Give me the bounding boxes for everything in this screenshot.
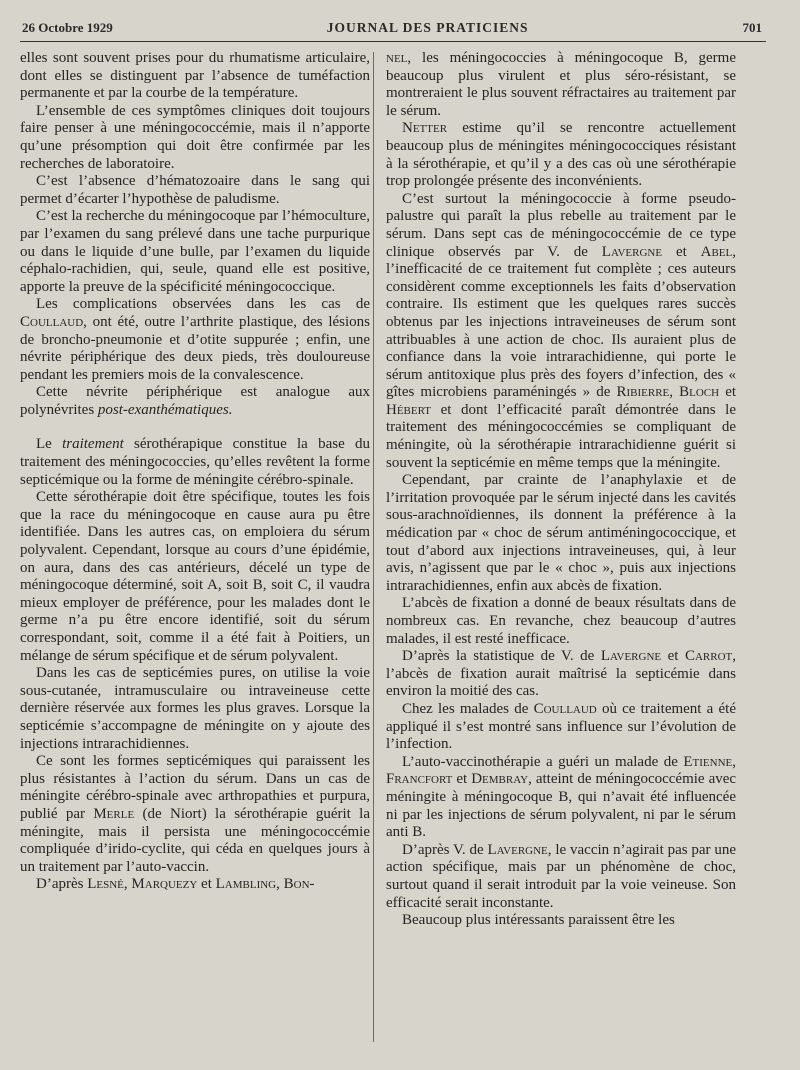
author-name: Etienne,: [683, 753, 736, 770]
paragraph: C’est surtout la méningococcie à forme pseudo-palustre qui paraît la plus rebelle au traitement par le sérum. Dans sept cas de méningococcémie de ce type clinique observés par V. de Lavergne et Abel, l’inefficacité de ce traitement fut complète ; ces auteurs considèrent comme exceptionnels les faits d’observation contraire. Ils estiment que les quelques rares succès obtenus par les injections intraveineuses de sérum sont attribuables à une action de choc. Ils auraient plus de confiance dans la voie intrarachidienne, qui porte le sérum antitoxique plus près des foyers d’infection, des « gîtes microbiens paraméningés » de Ribierre, Bloch et Hébert et dont l’efficacité paraît démontrée dans le traitement des méningococcémies se compliquant de méningite, où la sérothérapie intrarachidienne guérit si souvent la septicémie en même temps que la méningite.: [386, 190, 737, 471]
paragraph: Les complications observées dans les cas de Coullaud, ont été, outre l’arthrite plastique, des lésions de broncho-pneumonie et d’otite suppurée ; enfin, une névrite périphérique des deux pieds, très douloureuse pendant les premiers mois de la convalescence.: [20, 296, 370, 383]
header-date: 26 Octobre 1929: [22, 20, 113, 35]
author-name: nel,: [386, 50, 412, 66]
right-column: [386, 50, 736, 930]
paragraph: Cette névrite périphérique est analogue aux polynévrites post-exanthématiques.: [20, 384, 370, 418]
header-page-number: 701: [742, 20, 762, 35]
paragraph: C’est la recherche du méningocoque par l’hémoculture, par l’examen du sang prélevé dans une tache purpurique ou dans le liquide d’une bulle, par l’examen du liquide céphalo-rachidien, qui, seule, quand elle est positive, apporte la preuve de la spécificité méningococcique.: [20, 208, 370, 295]
author-name: Ribierre,: [616, 384, 674, 401]
paragraph: L’auto-vaccinothérapie a guéri un malade de Etienne, Francfort et Dembray, atteint de méningococcémie avec méningite à méningocoque B, qui n’avait été influencée ni par les injections de sérum polyvalent, ni par le sérum anti B.: [386, 753, 737, 841]
author-name: Coullaud: [533, 700, 597, 717]
paragraph: Cependant, par crainte de l’anaphylaxie et de l’irritation provoquée par le sérum injecté dans les cavités sous-arachnoïdiennes, ils donnent la préférence à la médication par « choc de sérum antiméningococcique, et tout d’abord aux injections intraveineuses, qui, à leur avis, n’agissent que par le « choc », puis aux injections intrarachidiennes, enfin aux abcès de fixation.: [386, 472, 736, 594]
paragraph: Cette sérothérapie doit être spécifique, toutes les fois que la race du méningocoque en cause aura pu être identifiée. Dans les autres cas, on emploiera du sérum polyvalent. Cependant, lorsque au cours d’une épidémie, on aura, dans des cas antérieurs, décelé un type de méningocoque déterminé, soit A, soit B, soit C, il vaudra mieux employer de préférence, pour les malades dont le germe n’a pu être encore identifié, soit du sérum correspondant, soit, comme il a été fait à Poitiers, un mélange de sérum spécifique et de sérum polyvalent.: [20, 489, 370, 664]
author-name: Bloch: [679, 384, 720, 401]
paragraph: L’ensemble de ces symptômes cliniques doit toujours faire penser à une méningococcémie, mais il n’apporte qu’une présomption qui doit être confirmée par les recherches de laboratoire.: [20, 102, 370, 172]
paragraph: Ce sont les formes septicémiques qui paraissent les plus résistantes à l’action du sérum. Dans un cas de méningite cérébro-spinale avec arthropathies et purpura, publié par Merle (de Niort) la sérothérapie guérit la méningite, mais il persista une méningococcémie compliquée d’irido-cyclite, qui céda en quelques jours à un traitement par l’auto-vaccin.: [20, 753, 370, 875]
paragraph: Dans les cas de septicémies pures, on utilise la voie sous-cutanée, intramusculaire ou intraveineuse cette dernière réservée aux formes les plus graves. Lorsque la septicémie s’accompagne de méningite on y ajoute des injections intrarachidiennes.: [20, 665, 370, 752]
author-name: Bon-: [283, 876, 315, 893]
paragraph: D’après V. de Lavergne, le vaccin n’agirait pas par une action spécifique, mais par un phénomène de choc, surtout quand il serait introduit par la voie veineuse. Son efficacité serait inconstante.: [386, 841, 737, 911]
author-name: Lavergne: [600, 648, 662, 665]
column-divider: [373, 52, 374, 1042]
author-name: Merle: [93, 805, 135, 822]
paragraph: C’est l’absence d’hématozoaire dans le sang qui permet d’écarter l’hypothèse de paludisme.: [20, 173, 370, 207]
author-name: Coullaud,: [20, 313, 87, 330]
author-name: Lambling,: [215, 876, 280, 893]
author-name: Marquezy: [131, 876, 198, 893]
paragraph: nel, les méningococcies à méningocoque B, germe beaucoup plus virulent et plus séro-résistant, se montreraient le plus souvent réfractaires au traitement par le sérum.: [386, 50, 737, 119]
author-name: Abel,: [700, 243, 736, 260]
author-name: Francfort: [386, 771, 453, 788]
author-name: Lesné,: [87, 876, 128, 893]
paragraph: Le traitement sérothérapique constitue la base du traitement des méningococcies, qu’elles revêtent la forme septicémique ou la forme de méningite cérébro-spinale.: [20, 436, 370, 488]
author-name: Lavergne: [601, 243, 663, 260]
paragraph: L’abcès de fixation a donné de beaux résultats dans de nombreux cas. En revanche, chez beaucoup d’autres malades, il est resté inefficace.: [386, 595, 736, 647]
left-column: [20, 50, 370, 894]
paragraph: D’après Lesné, Marquezy et Lambling, Bon-: [36, 876, 315, 893]
paragraph: Chez les malades de Coullaud où ce traitement a été appliqué il s’est montré sans influence sur l’évolution de l’infection.: [386, 700, 736, 753]
author-name: Netter: [402, 120, 448, 137]
paragraph: D’après la statistique de V. de Lavergne et Carrot, l’abcès de fixation aurait maîtrisé la septicémie dans environ la moitié des cas.: [386, 648, 736, 700]
paragraph: Beaucoup plus intéressants paraissent être les: [402, 912, 675, 929]
paragraph: elles sont souvent prises pour du rhumatisme articulaire, dont elles se distinguent par l’absence de tuméfaction permanente et par la courbe de la température.: [20, 50, 370, 102]
header-rule: [20, 41, 766, 42]
author-name: Lavergne,: [487, 841, 552, 858]
author-name: Carrot,: [684, 648, 736, 665]
author-name: Dembray,: [471, 771, 532, 788]
paragraph: Netter estime qu’il se rencontre actuellement beaucoup plus de méningites méningococciques résistant à la sérothérapie, et qu’il y a des cas où une sérothérapie trop prolongée présente des inconvénients.: [386, 120, 736, 190]
header-journal-title: JOURNAL DES PRATICIENS: [326, 20, 529, 35]
page-header: [22, 16, 762, 40]
author-name: Hébert: [386, 401, 432, 418]
